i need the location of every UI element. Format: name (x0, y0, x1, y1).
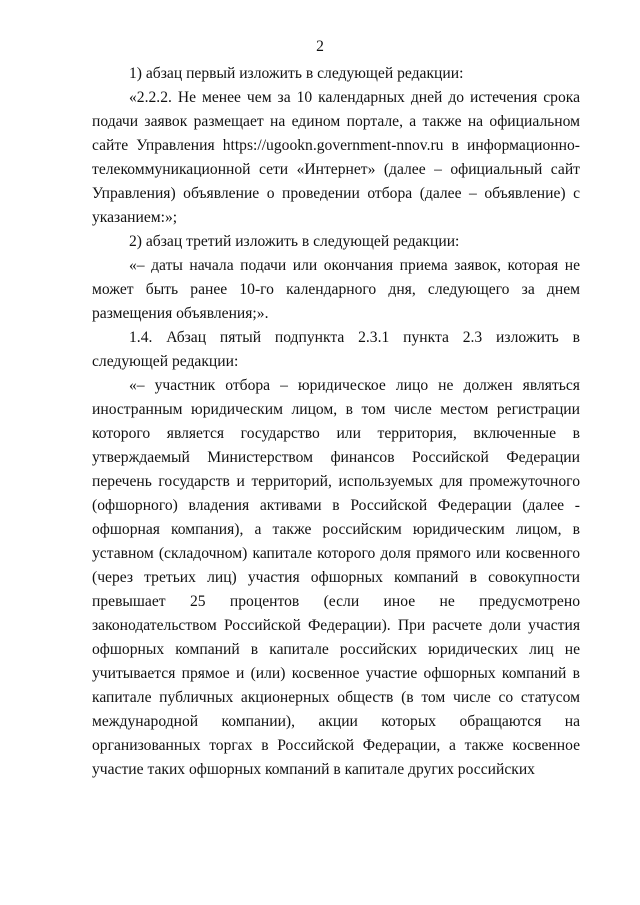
paragraph-2: «2.2.2. Не менее чем за 10 календарных дней до истечения срока подачи заявок размещает на едином портале, а также на официальном сайте Управления https://ugookn.government-nnov.ru в информационно-телекоммуникационной сети «Интернет» (далее – официальный сайт Управления) объявление о проведении отбора (далее – объявление) с указанием:»; (92, 89, 580, 226)
page-number: 2 (316, 38, 324, 55)
paragraph-4: «– даты начала подачи или окончания приема заявок, которая не может быть ранее 10-го календарного дня, следующего за днем размещения объявления;». (92, 257, 580, 322)
document-body (92, 62, 580, 782)
paragraph-1: 1) абзац первый изложить в следующей редакции: (129, 65, 464, 82)
paragraph-3: 2) абзац третий изложить в следующей редакции: (129, 233, 460, 250)
paragraph-6: «– участник отбора – юридическое лицо не должен являться иностранным юридическим лицом, в том числе местом регистрации которого является государство или территория, включенные в утверждаемый Министерством финансов Российской Федерации перечень государств и территорий, используемых для промежуточного (офшорного) владения активами в Российской Федерации (далее - офшорная компания), а также российским юридическим лицом, в уставном (складочном) капитале которого доля прямого или косвенного (через третьих лиц) участия офшорных компаний в совокупности превышает 25 процентов (если иное не предусмотрено законодательством Российской Федерации). При расчете доли участия офшорных компаний в капитале российских юридических лиц не учитывается прямое и (или) косвенное участие офшорных компаний в капитале публичных акционерных обществ (в том числе со статусом международной компании), акции которых обращаются на организованных торгах в Российской Федерации, а также косвенное участие таких офшорных компаний в капитале других российских (92, 377, 580, 778)
paragraph-5: 1.4. Абзац пятый подпункта 2.3.1 пункта 2.3 изложить в следующей редакции: (92, 329, 580, 370)
